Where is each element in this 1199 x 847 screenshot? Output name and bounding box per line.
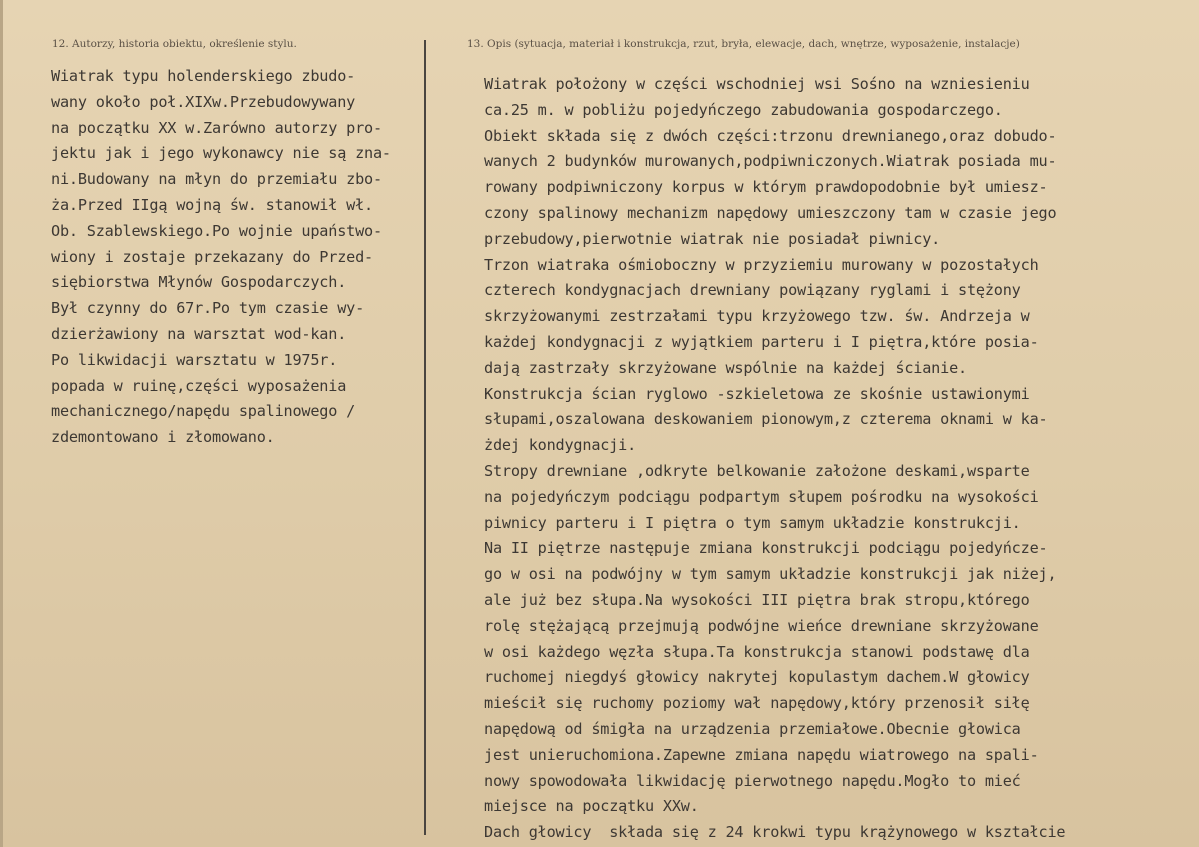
text-line: Obiekt składa się z dwóch części:trzonu drewnianego,oraz dobudo- [484, 126, 1057, 145]
text-line: czony spalinowy mechanizm napędowy umieszczony tam w czasie jego [484, 203, 1057, 222]
history-text [51, 64, 391, 451]
column-divider [424, 40, 426, 835]
text-line: Dach głowicy składa się z 24 krokwi typu krążynowego w kształcie [484, 823, 1066, 842]
text-line: przebudowy,pierwotnie wiatrak nie posiadał piwnicy. [484, 229, 941, 248]
text-line: nowy spowodowała likwidację pierwotnego napędu.Mogło to mieć [484, 771, 1021, 790]
text-line: na początku XX w.Zarówno autorzy pro- [51, 118, 382, 137]
text-line: w osi każdego węzła słupa.Ta konstrukcja stanowi podstawę dla [484, 642, 1030, 661]
section-12-heading: 12. Autorzy, historia obiektu, określenie stylu. [52, 38, 297, 50]
text-line: jest unieruchomiona.Zapewne zmiana napędu wiatrowego na spali- [484, 745, 1039, 764]
text-line: mieścił się ruchomy poziomy wał napędowy,który przenosił siłę [484, 694, 1030, 713]
text-line: piwnicy parteru i I piętra o tym samym układzie konstrukcji. [484, 513, 1021, 532]
text-line: zdemontowano i złomowano. [51, 428, 275, 447]
text-line: ale już bez słupa.Na wysokości III piętra brak stropu,którego [484, 590, 1030, 609]
text-line: jektu jak i jego wykonawcy nie są zna- [51, 144, 391, 163]
text-line: czterech kondygnacjach drewniany powiązany ryglami i stężony [484, 281, 1021, 300]
section-13-heading: 13. Opis (sytuacja, materiał i konstrukcja, rzut, bryła, elewacje, dach, wnętrze, wyposażenie, instalacje) [467, 38, 1020, 50]
text-line: ca.25 m. w pobliżu pojedyńczego zabudowania gospodarczego. [484, 100, 1003, 119]
text-line: napędową od śmigła na urządzenia przemiałowe.Obecnie głowica [484, 719, 1021, 738]
text-line: Trzon wiatraka ośmioboczny w przyziemiu murowany w pozostałych [484, 255, 1039, 274]
text-line: wiony i zostaje przekazany do Przed- [51, 247, 373, 266]
text-line: popada w ruinę,części wyposażenia [51, 376, 347, 395]
text-line: dzierżawiony na warsztat wod-kan. [51, 324, 347, 343]
text-line: rolę stężającą przejmują podwójne wieńce drewniane skrzyżowane [484, 616, 1039, 635]
text-line: wanych 2 budynków murowanych,podpiwniczonych.Wiatrak posiada mu- [484, 152, 1057, 171]
text-line: słupami,oszalowana deskowaniem pionowym,z czterema oknami w ka- [484, 410, 1048, 429]
text-line: Ob. Szablewskiego.Po wojnie upaństwo- [51, 221, 382, 240]
text-line: Konstrukcja ścian ryglowo -szkieletowa ze skośnie ustawionymi [484, 384, 1030, 403]
text-line: Na II piętrze następuje zmiana konstrukcji podciągu pojedyńcze- [484, 539, 1048, 558]
text-line: rowany podpiwniczony korpus w którym prawdopodobnie był umiesz- [484, 178, 1048, 197]
text-line: dają zastrzały skrzyżowane wspólnie na każdej ścianie. [484, 358, 967, 377]
text-line: każdej kondygnacji z wyjątkiem parteru i I piętra,które posia- [484, 332, 1039, 351]
text-line: Po likwidacji warsztatu w 1975r. [51, 350, 338, 369]
text-line: Był czynny do 67r.Po tym czasie wy- [51, 299, 365, 318]
text-line: Stropy drewniane ,odkryte belkowanie założone deskami,wsparte [484, 461, 1030, 480]
text-line: siębiorstwa Młynów Gospodarczych. [51, 273, 347, 292]
text-line: mechanicznego/napędu spalinowego / [51, 402, 356, 421]
text-line: ni.Budowany na młyn do przemiału zbo- [51, 170, 382, 189]
text-line: skrzyżowanymi zestrzałami typu krzyżowego tzw. św. Andrzeja w [484, 307, 1030, 326]
text-line: Wiatrak położony w części wschodniej wsi Sośno na wzniesieniu [484, 75, 1030, 93]
text-line: go w osi na podwójny w tym samym układzie konstrukcji jak niżej, [484, 565, 1057, 584]
text-line: żdej kondygnacji. [484, 436, 637, 455]
text-line: wany około poł.XIXw.Przebudowywany [51, 92, 356, 111]
text-line: ża.Przed IIgą wojną św. stanowił wł. [51, 195, 373, 214]
description-text [484, 72, 1065, 846]
text-line: ruchomej niegdyś głowicy nakrytej kopulastym dachem.W głowicy [484, 668, 1030, 687]
text-line: Wiatrak typu holenderskiego zbudo- [51, 67, 356, 85]
text-line: miejsce na początku XXw. [484, 797, 699, 816]
text-line: na pojedyńczym podciągu podpartym słupem pośrodku na wysokości [484, 487, 1039, 506]
